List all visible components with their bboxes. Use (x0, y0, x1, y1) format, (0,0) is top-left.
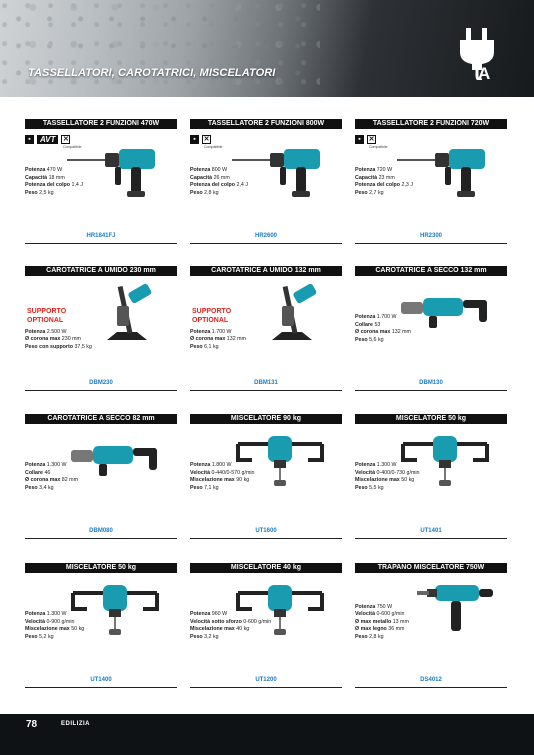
spec-value: 50 kg (71, 626, 85, 632)
spec-value: 1.300 W (376, 462, 397, 468)
spec-label: Peso con supporto (25, 343, 75, 350)
page-number: 78 (26, 719, 38, 730)
x-icon: ✕ (368, 135, 375, 143)
spec-list (25, 167, 83, 197)
compat-label: Compatibile (63, 145, 82, 149)
model-code: UT1401 (420, 528, 442, 534)
product-card (190, 266, 342, 401)
spec-label: Capacità (25, 174, 49, 181)
spec-label: Velocità (355, 469, 377, 476)
spec-row (25, 344, 92, 352)
spec-label: Potenza del colpo (190, 182, 237, 188)
spec-value: 2,8 kg (369, 633, 384, 640)
spec-label: Peso (355, 484, 370, 491)
spec-value: 2.500 W (46, 328, 67, 335)
spec-value: 2,8 kg (204, 189, 219, 196)
card-divider (190, 687, 342, 688)
spec-value: 2,4 J (236, 182, 248, 188)
spec-value: 46 (44, 469, 51, 476)
product-card (190, 414, 342, 549)
card-title: CAROTATRICE A SECCO 82 mm (25, 414, 177, 424)
spec-row (25, 462, 78, 470)
spec-row (355, 470, 420, 478)
spec-label: Potenza (190, 328, 212, 335)
product-card (25, 266, 177, 401)
compat-label: Compatibile (204, 145, 223, 149)
card-divider (25, 390, 177, 391)
spec-value: 90 kg (236, 477, 250, 483)
spec-row (355, 190, 413, 198)
spec-label: Potenza (355, 462, 377, 468)
spec-list (25, 611, 84, 641)
product-image (242, 282, 342, 347)
spec-value: 5,6 kg (369, 336, 384, 343)
spec-value: 2,3 J (401, 182, 413, 188)
card-divider (190, 390, 342, 391)
spec-value: 750 W (376, 603, 393, 610)
spec-label: Potenza (190, 167, 212, 173)
product-image (405, 579, 505, 644)
spec-list (355, 604, 409, 642)
spec-value: 0-900 g/min (46, 618, 75, 625)
spec-row (25, 167, 83, 175)
spec-value: 36 mm (388, 626, 405, 632)
footer-section: EDILIZIA (61, 721, 90, 727)
optional-line: OPTIONAL (27, 317, 64, 324)
card-title: MISCELATORE 90 kg (190, 414, 342, 424)
spec-value: 13 mm (392, 618, 409, 625)
card-title: CAROTATRICE A SECCO 132 mm (355, 266, 507, 276)
spec-row (25, 329, 92, 337)
spec-value: 132 mm (391, 329, 411, 335)
spec-list (190, 167, 248, 197)
model-code: DBM080 (89, 528, 113, 534)
feature-icons (25, 133, 70, 145)
optional-support-label (192, 307, 231, 325)
spec-row (25, 477, 78, 485)
card-title: CAROTATRICE A UMIDO 132 mm (190, 266, 342, 276)
case-icon: ▪ (355, 135, 364, 144)
card-title: MISCELATORE 50 kg (355, 414, 507, 424)
spec-value: 2,5 kg (39, 189, 54, 196)
spec-label: Potenza (25, 328, 47, 335)
spec-value: 0-600 g/min (376, 611, 405, 617)
spec-row (355, 329, 411, 337)
spec-label: Miscelazione max (355, 477, 402, 483)
spec-value: 0-600 g/min (243, 618, 272, 625)
spec-label: Peso (190, 343, 205, 350)
card-divider (355, 687, 507, 688)
spec-label: Capacità (355, 174, 379, 181)
spec-label: Peso (190, 484, 205, 491)
product-card (355, 266, 507, 401)
spec-row (190, 462, 255, 470)
spec-row (355, 182, 413, 190)
spec-row (190, 175, 248, 183)
product-card (355, 563, 507, 698)
model-code: DS4012 (420, 677, 442, 683)
spec-value: 1,4 J (71, 182, 83, 188)
spec-row (25, 336, 92, 344)
spec-value: 720 W (376, 167, 393, 173)
spec-row (25, 485, 78, 493)
spec-row (25, 619, 84, 627)
card-title: CAROTATRICE A UMIDO 230 mm (25, 266, 177, 276)
product-card (190, 563, 342, 698)
spec-value: 37,5 kg (74, 343, 92, 350)
spec-row (355, 619, 409, 627)
spec-value: 1.700 W (211, 328, 232, 335)
model-code: UT1200 (255, 677, 277, 683)
spec-label: Potenza del colpo (355, 182, 402, 188)
product-card (355, 414, 507, 549)
card-divider (355, 243, 507, 244)
spec-value: 26 mm (213, 174, 230, 181)
spec-value: 1.300 W (46, 462, 67, 468)
optional-line: SUPPORTO (27, 308, 67, 315)
spec-value: 3,4 kg (39, 484, 54, 491)
spec-label: Peso (355, 189, 370, 196)
spec-label: Peso (190, 189, 205, 196)
spec-value: 1.800 W (211, 462, 232, 468)
card-divider (25, 243, 177, 244)
spec-label: Potenza del colpo (25, 182, 72, 188)
spec-row (190, 336, 246, 344)
spec-value: 5,5 kg (369, 484, 384, 491)
spec-row (355, 634, 409, 642)
product-image (77, 282, 177, 347)
spec-row (190, 477, 255, 485)
case-icon: ▪ (25, 135, 34, 144)
spec-row (355, 477, 420, 485)
concrete-texture (0, 0, 320, 97)
card-title: MISCELATORE 50 kg (25, 563, 177, 573)
spec-label: Ø max metallo (355, 618, 393, 625)
avt-badge: AVT (37, 135, 58, 144)
spec-list (190, 611, 271, 641)
card-divider (25, 538, 177, 539)
spec-value: 7,1 kg (204, 484, 219, 491)
spec-list (25, 462, 78, 492)
page-title: TASSELLATORI, CAROTATRICI, MISCELATORI (28, 67, 276, 79)
page-footer (0, 714, 534, 755)
feature-icons (355, 133, 376, 145)
spec-row (355, 485, 420, 493)
spec-label: Collare (355, 321, 375, 328)
spec-list (25, 329, 92, 352)
card-title: TASSELLATORE 2 FUNZIONI 800W (190, 119, 342, 129)
spec-value: 3,2 kg (204, 633, 219, 640)
card-divider (25, 687, 177, 688)
spec-value: 5,2 kg (39, 633, 54, 640)
spec-row (25, 611, 84, 619)
spec-row (355, 604, 409, 612)
spec-value: 230 mm (61, 336, 81, 342)
spec-value: 6,1 kg (204, 343, 219, 350)
spec-row (355, 175, 413, 183)
card-title: TASSELLATORE 2 FUNZIONI 720W (355, 119, 507, 129)
spec-value: 0-440/0-570 g/min (211, 469, 255, 476)
spec-row (190, 626, 271, 634)
spec-row (190, 619, 271, 627)
card-title: TRAPANO MISCELATORE 750W (355, 563, 507, 573)
spec-label: Velocità (190, 469, 212, 476)
spec-label: Capacità (190, 174, 214, 181)
spec-label: Ø corona max (355, 329, 392, 335)
page-header (0, 0, 534, 97)
spec-label: Potenza (25, 167, 47, 173)
x-icon: ✕ (203, 135, 210, 143)
spec-row (355, 611, 409, 619)
spec-row (190, 485, 255, 493)
spec-label: Velocità (25, 618, 47, 625)
spec-list (355, 314, 411, 344)
optional-support-label (27, 307, 66, 325)
spec-row (190, 634, 271, 642)
model-code: DBM230 (89, 380, 113, 386)
model-code: UT1600 (255, 528, 277, 534)
spec-row (355, 337, 411, 345)
spec-label: Peso (190, 633, 205, 640)
feature-icons (190, 133, 211, 145)
card-title: MISCELATORE 40 kg (190, 563, 342, 573)
spec-value: 18 mm (48, 174, 65, 181)
card-divider (190, 243, 342, 244)
spec-list (190, 329, 246, 352)
model-code: HR1841FJ (86, 233, 116, 239)
model-code: DBM130 (419, 380, 443, 386)
spec-row (190, 470, 255, 478)
product-card (25, 414, 177, 549)
spec-row (190, 190, 248, 198)
product-card (355, 119, 507, 254)
optional-line: OPTIONAL (192, 317, 229, 324)
spec-row (355, 626, 409, 634)
spec-row (190, 329, 246, 337)
x-icon: ✕ (62, 135, 69, 143)
spec-row (355, 322, 411, 330)
case-icon: ▪ (190, 135, 199, 144)
spec-label: Miscelazione max (25, 626, 72, 632)
spec-value: 0-400/0-730 g/min (376, 469, 420, 476)
card-divider (355, 538, 507, 539)
spec-row (355, 462, 420, 470)
spec-value: 132 mm (226, 336, 246, 342)
spec-row (25, 634, 84, 642)
spec-row (25, 626, 84, 634)
spec-row (190, 182, 248, 190)
spec-label: Potenza (25, 462, 47, 468)
spec-value: 800 W (211, 167, 228, 173)
spec-row (355, 314, 411, 322)
spec-value: 1.700 W (376, 314, 397, 320)
spec-row (190, 611, 271, 619)
spec-row (355, 167, 413, 175)
model-code: DBM131 (254, 380, 278, 386)
model-code: HR2600 (254, 233, 277, 239)
spec-value: 2,7 kg (369, 189, 384, 196)
spec-label: Peso (25, 633, 40, 640)
spec-value: 40 kg (236, 626, 250, 632)
spec-label: Peso (25, 189, 40, 196)
product-image (65, 430, 165, 495)
card-divider (190, 538, 342, 539)
spec-label: Potenza (190, 611, 212, 617)
spec-value: 53 (374, 321, 381, 328)
spec-value: 82 mm (61, 477, 78, 483)
model-code: HR2300 (419, 233, 442, 239)
spec-row (25, 175, 83, 183)
spec-value: 470 W (46, 167, 63, 173)
section-letter: A (478, 64, 491, 83)
spec-label: Potenza (25, 611, 47, 617)
product-card (25, 119, 177, 254)
spec-row (25, 470, 78, 478)
spec-label: Potenza (355, 167, 377, 173)
spec-label: Potenza (355, 314, 377, 320)
spec-row (25, 190, 83, 198)
spec-label: Miscelazione max (190, 477, 237, 483)
card-title: TASSELLATORE 2 FUNZIONI 470W (25, 119, 177, 129)
spec-label: Peso (25, 484, 40, 491)
spec-label: Collare (25, 469, 45, 476)
spec-label: Velocità sotto sforzo (190, 618, 244, 625)
spec-value: 50 kg (401, 477, 415, 483)
spec-list (355, 462, 420, 492)
spec-row (25, 182, 83, 190)
spec-value: 1.300 W (46, 611, 67, 617)
spec-label: Ø corona max (190, 336, 227, 342)
spec-label: Ø corona max (25, 477, 62, 483)
spec-label: Potenza (355, 603, 377, 610)
spec-list (190, 462, 255, 492)
spec-label: Velocità (355, 611, 377, 617)
spec-label: Ø corona max (25, 336, 62, 342)
spec-value: 23 mm (378, 174, 395, 181)
spec-list (355, 167, 413, 197)
spec-label: Miscelazione max (190, 626, 237, 632)
spec-value: 960 W (211, 611, 228, 617)
product-card (25, 563, 177, 698)
compat-label: Compatibile (369, 145, 388, 149)
model-code: UT1400 (90, 677, 112, 683)
spec-row (190, 167, 248, 175)
spec-label: Peso (355, 336, 370, 343)
optional-line: SUPPORTO (192, 308, 232, 315)
spec-label: Potenza (190, 462, 212, 468)
spec-label: Peso (355, 633, 370, 640)
card-divider (355, 390, 507, 391)
product-card (190, 119, 342, 254)
spec-label: Ø max legno (355, 626, 389, 632)
spec-row (190, 344, 246, 352)
